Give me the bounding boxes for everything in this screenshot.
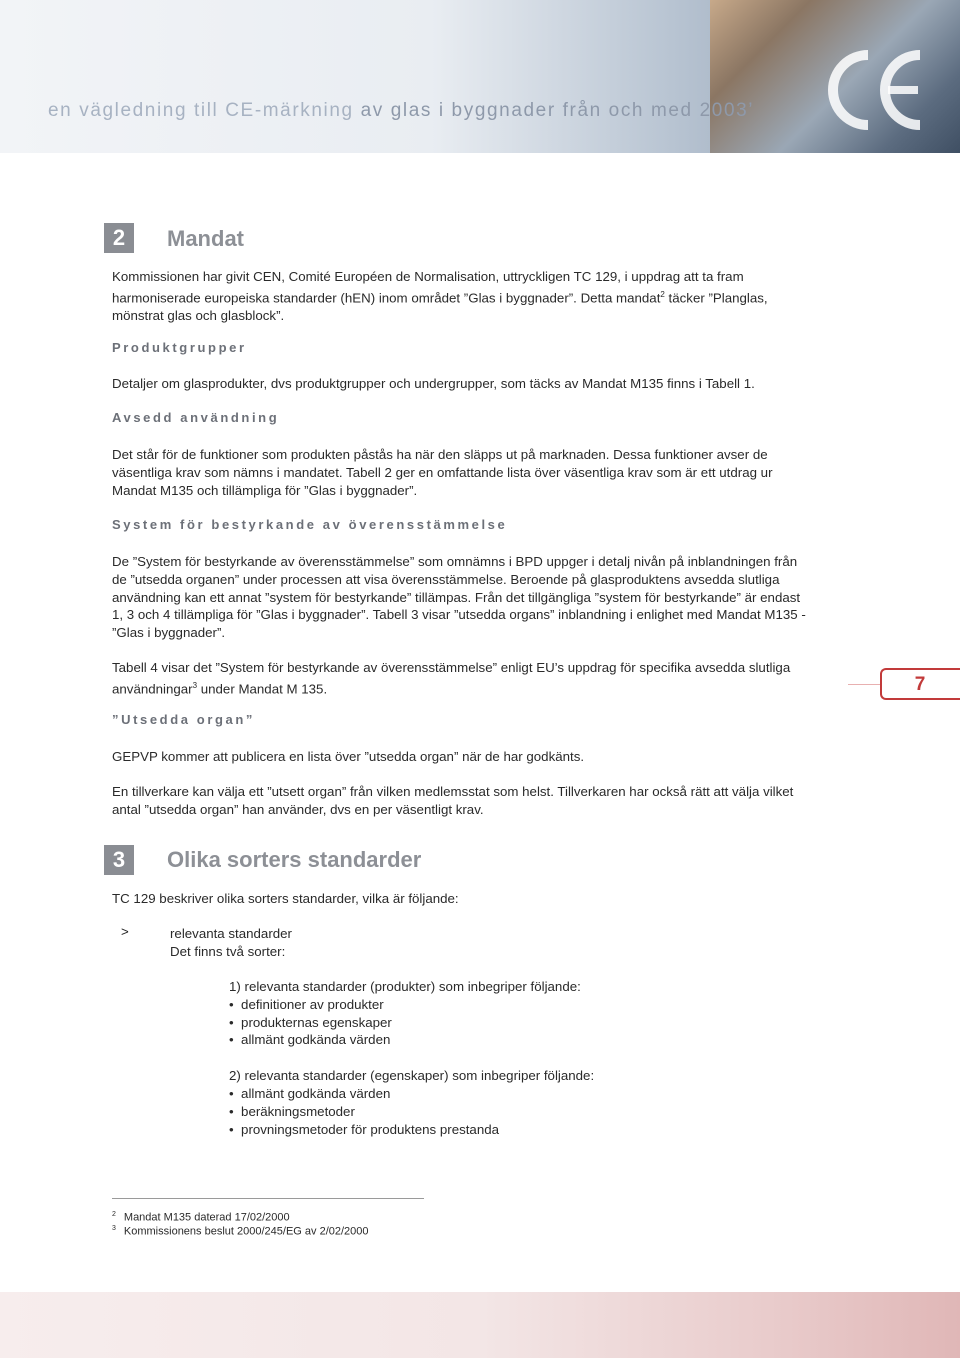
- page-header: [0, 0, 960, 153]
- list-item: • provningsmetoder för produktens prestanda: [229, 1122, 500, 1137]
- tillverkare-text: En tillverkare kan välja ett ”utsett organ” från vilken medlemsstat som helst. Tillverkaren har också rätt att välja vilket antal ”utsedda organ” han använder, dvs en per väsentligt krav.: [112, 784, 794, 817]
- list2-item-1: allmänt godkända värden: [241, 1086, 391, 1101]
- list1-item-3: allmänt godkända värden: [241, 1032, 391, 1047]
- produktgrupper-heading: Produktgrupper: [112, 340, 247, 355]
- section-2-title: Mandat: [167, 226, 244, 251]
- footnote-mark: 2: [112, 1211, 116, 1218]
- list-item: • allmänt godkända värden: [229, 1086, 391, 1101]
- page-number-line: [848, 684, 880, 685]
- list-item: • produkternas egenskaper: [229, 1015, 392, 1030]
- utsedda-heading: ”Utsedda organ”: [112, 712, 256, 727]
- tabell4-text: [112, 659, 812, 698]
- list1-item-1: definitioner av produkter: [241, 997, 384, 1012]
- produktgrupper-text: Detaljer om glasprodukter, dvs produktgrupper och undergrupper, som täcks av Mandat M135 finns i Tabell 1.: [112, 376, 755, 391]
- footnote-ref-2: 2: [660, 289, 665, 299]
- intro-end: täcker ”Planglas, mönstrat glas och glasblock”.: [112, 290, 768, 324]
- avsedd-heading: Avsedd användning: [112, 410, 280, 425]
- tabell4-main: Tabell 4 visar det ”System för bestyrkande av överensstämmelse” enligt EU’s uppdrag för specifika avsedda slutliga användningar: [112, 660, 791, 697]
- header-title: [48, 100, 754, 122]
- list-item-sub: Det finns två sorter:: [170, 944, 286, 959]
- list1-heading: 1) relevanta standarder (produkter) som inbegriper följande:: [229, 979, 581, 994]
- page-footer-band: [0, 1292, 960, 1358]
- footnote-3: [112, 1225, 369, 1238]
- gepvp-text: GEPVP kommer att publicera en lista över ”utsedda organ” när de har godkänts.: [112, 749, 585, 764]
- page-number: 7: [914, 674, 926, 695]
- header-title-ce: CE-märkning: [225, 100, 354, 121]
- list-item-title: relevanta standarder: [170, 926, 292, 941]
- footnote-ref-3: 3: [192, 680, 198, 690]
- header-title-part2: av glas i byggnader från och med 2003’: [353, 100, 755, 121]
- section-2-number: 2: [104, 223, 134, 253]
- footnote-mark: 3: [112, 1225, 116, 1232]
- section-3-intro: TC 129 beskriver olika sorters standarder, vilka är följande:: [112, 891, 459, 906]
- list2-item-3: provningsmetoder för produktens prestanda: [241, 1122, 500, 1137]
- footnote-text: Kommissionens beslut 2000/245/EG av 2/02/2000: [123, 1225, 369, 1238]
- list-item: • allmänt godkända värden: [229, 1032, 391, 1047]
- list2-heading: 2) relevanta standarder (egenskaper) som inbegriper följande:: [229, 1068, 595, 1083]
- list2-item-2: beräkningsmetoder: [241, 1104, 355, 1119]
- section-3-number: 3: [104, 845, 134, 875]
- footnote-text: Mandat M135 daterad 17/02/2000: [123, 1211, 290, 1224]
- footnote-2: [112, 1211, 290, 1224]
- page-number-tab: [880, 668, 960, 700]
- system-heading: System för bestyrkande av överensstämmelse: [112, 517, 508, 532]
- system-text: De ”System för bestyrkande av överensstämmelse” som omnämns i BPD uppger i detalj nivån på inblandningen från de ”utsedda organen” under processen att visa överensstämmelse. Beroende på glasproduktens avsedda slutliga användning kan ett annat ”system för bestyrkande” tillämpas. Från det tillgängliga ”system för bestyrkande” är endast 1, 3 och 4 tillämpliga för ”Glas i byggnader”. Tabell 3 visar ”utsedda organs” inblandning i enlighet med Mandat M135 - ”Glas i byggnader”.: [112, 554, 806, 641]
- section-2-intro: [112, 268, 812, 325]
- intro-text: Kommissionen har givit CEN, Comité Européen de Normalisation, uttryckligen TC 129, i uppdrag att ta fram harmoniserade europeiska standarder (hEN) inom området ”Glas i byggnader”. Detta mandat: [112, 269, 744, 306]
- list-item: • definitioner av produkter: [229, 997, 384, 1012]
- ce-logo-icon: [820, 35, 930, 145]
- list-item: • beräkningsmetoder: [229, 1104, 355, 1119]
- list1-item-2: produkternas egenskaper: [241, 1015, 392, 1030]
- list-marker: >: [121, 924, 129, 939]
- tabell4-end: under Mandat M 135.: [197, 681, 328, 697]
- section-3-title: Olika sorters standarder: [167, 847, 422, 872]
- avsedd-text: Det står för de funktioner som produkten påstås ha när den släpps ut på marknaden. Dessa funktioner avser de väsentliga krav som nämns i mandatet. Tabell 2 ger en omfattande lista över väsentliga krav som är ett utdrag ur Mandat M135 och tillämpliga för ”Glas i byggnader”.: [112, 447, 773, 498]
- header-title-part1: en vägledning till: [48, 100, 226, 121]
- footnote-divider: [112, 1198, 424, 1199]
